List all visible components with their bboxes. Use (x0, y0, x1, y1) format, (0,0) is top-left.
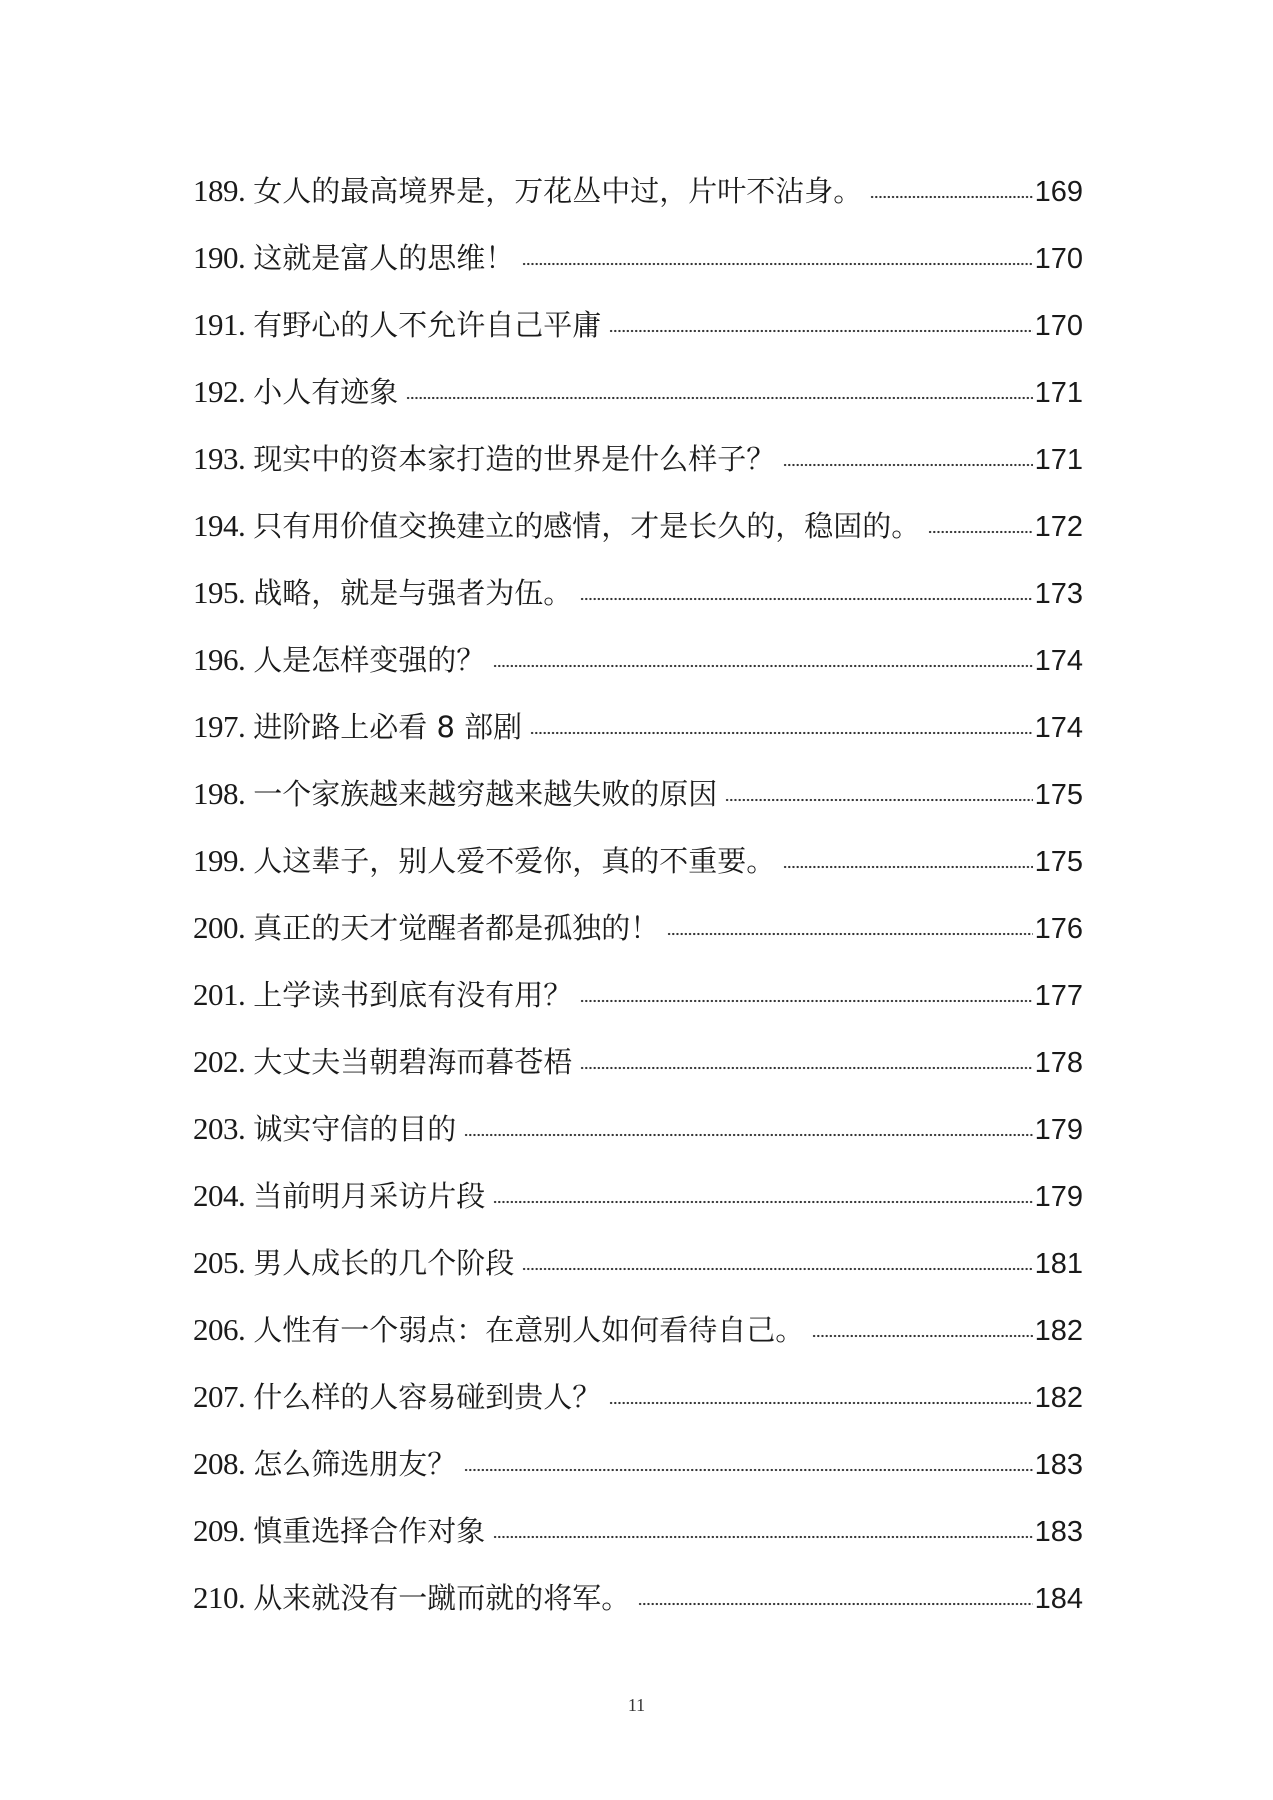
entry-title: 什么样的人容易碰到贵人？ (253, 1380, 602, 1414)
entry-number: 192. (193, 374, 246, 409)
entry-page-number: 170 (1034, 310, 1083, 342)
entry-title: 小人有迹象 (253, 375, 399, 409)
toc-entry[interactable] (193, 1363, 1083, 1430)
entry-title: 人是怎样变强的？ (253, 643, 486, 677)
table-of-contents (193, 157, 1083, 1631)
page-number: 11 (627, 1695, 646, 1715)
dot-leader (493, 1535, 1032, 1539)
toc-entry[interactable] (193, 760, 1083, 827)
entry-number: 197. (193, 709, 246, 744)
entry-title: 慎重选择合作对象 (253, 1514, 486, 1548)
entry-number: 204. (193, 1178, 246, 1213)
entry-page-number: 178 (1034, 1047, 1083, 1079)
entry-page-number: 183 (1034, 1516, 1083, 1548)
entry-number: 195. (193, 575, 246, 610)
dot-leader (464, 1468, 1032, 1472)
entry-page-number: 171 (1034, 444, 1083, 476)
dot-leader (580, 1066, 1032, 1070)
toc-entry[interactable] (193, 827, 1083, 894)
entry-number: 209. (193, 1513, 246, 1548)
toc-entry[interactable] (193, 1497, 1083, 1564)
entry-page-number: 182 (1034, 1315, 1083, 1347)
entry-number: 206. (193, 1312, 246, 1347)
toc-entry[interactable] (193, 291, 1083, 358)
entry-number: 201. (193, 977, 246, 1012)
entry-title: 这就是富人的思维！ (253, 241, 515, 275)
entry-number: 210. (193, 1580, 246, 1615)
dot-leader (609, 1401, 1032, 1405)
entry-title: 从来就没有一蹴而就的将军。 (253, 1581, 631, 1615)
entry-number: 200. (193, 910, 246, 945)
entry-title: 怎么筛选朋友？ (253, 1447, 457, 1481)
dot-leader (580, 597, 1032, 601)
entry-number: 205. (193, 1245, 246, 1280)
entry-page-number: 172 (1034, 511, 1083, 543)
entry-title: 有野心的人不允许自己平庸 (253, 308, 602, 342)
entry-title: 进阶路上必看 8 部剧 (253, 710, 523, 744)
toc-entry[interactable] (193, 1229, 1083, 1296)
dot-leader (725, 798, 1032, 802)
toc-entry[interactable] (193, 559, 1083, 626)
dot-leader (870, 195, 1032, 199)
entry-title: 诚实守信的目的 (253, 1112, 457, 1146)
dot-leader (580, 999, 1032, 1003)
entry-title: 人性有一个弱点：在意别人如何看待自己。 (253, 1313, 805, 1347)
entry-page-number: 173 (1034, 578, 1083, 610)
entry-number: 189. (193, 173, 246, 208)
entry-page-number: 175 (1034, 779, 1083, 811)
entry-page-number: 179 (1034, 1181, 1083, 1213)
entry-page-number: 170 (1034, 243, 1083, 275)
dot-leader (783, 463, 1032, 467)
dot-leader (464, 1133, 1032, 1137)
entry-page-number: 176 (1034, 913, 1083, 945)
toc-entry[interactable] (193, 626, 1083, 693)
entry-number: 194. (193, 508, 246, 543)
toc-entry[interactable] (193, 358, 1083, 425)
toc-entry[interactable] (193, 425, 1083, 492)
toc-entry[interactable] (193, 961, 1083, 1028)
entry-page-number: 184 (1034, 1583, 1083, 1615)
entry-title: 人这辈子，别人爱不爱你，真的不重要。 (253, 844, 776, 878)
entry-number: 190. (193, 240, 246, 275)
dot-leader (522, 262, 1032, 266)
dot-leader (928, 530, 1032, 534)
entry-number: 198. (193, 776, 246, 811)
entry-title: 男人成长的几个阶段 (253, 1246, 515, 1280)
toc-entry[interactable] (193, 157, 1083, 224)
entry-page-number: 183 (1034, 1449, 1083, 1481)
dot-leader (667, 932, 1032, 936)
dot-leader (609, 329, 1032, 333)
entry-title: 一个家族越来越穷越来越失败的原因 (253, 777, 718, 811)
entry-page-number: 174 (1034, 645, 1083, 677)
entry-title: 真正的天才觉醒者都是孤独的！ (253, 911, 660, 945)
entry-page-number: 179 (1034, 1114, 1083, 1146)
dot-leader (493, 1200, 1032, 1204)
entry-page-number: 181 (1034, 1248, 1083, 1280)
toc-entry[interactable] (193, 1296, 1083, 1363)
entry-title: 战略，就是与强者为伍。 (253, 576, 573, 610)
toc-entry[interactable] (193, 1430, 1083, 1497)
entry-title: 上学读书到底有没有用？ (253, 978, 573, 1012)
dot-leader (530, 731, 1032, 735)
toc-entry[interactable] (193, 1564, 1083, 1631)
dot-leader (783, 865, 1032, 869)
toc-entry[interactable] (193, 492, 1083, 559)
toc-entry[interactable] (193, 894, 1083, 961)
toc-entry[interactable] (193, 224, 1083, 291)
entry-page-number: 182 (1034, 1382, 1083, 1414)
entry-number: 203. (193, 1111, 246, 1146)
entry-title: 现实中的资本家打造的世界是什么样子？ (253, 442, 776, 476)
entry-title: 只有用价值交换建立的感情，才是长久的，稳固的。 (253, 509, 921, 543)
toc-entry[interactable] (193, 1028, 1083, 1095)
entry-page-number: 177 (1034, 980, 1083, 1012)
entry-title: 大丈夫当朝碧海而暮苍梧 (253, 1045, 573, 1079)
dot-leader (522, 1267, 1032, 1271)
dot-leader (406, 396, 1032, 400)
dot-leader (493, 664, 1032, 668)
entry-number: 196. (193, 642, 246, 677)
entry-page-number: 175 (1034, 846, 1083, 878)
toc-entry[interactable] (193, 1095, 1083, 1162)
entry-number: 207. (193, 1379, 246, 1414)
entry-title: 当前明月采访片段 (253, 1179, 486, 1213)
entry-title: 女人的最高境界是，万花丛中过，片叶不沾身。 (253, 174, 863, 208)
entry-page-number: 174 (1034, 712, 1083, 744)
entry-number: 191. (193, 307, 246, 342)
toc-entry[interactable] (193, 693, 1083, 760)
dot-leader (638, 1602, 1032, 1606)
toc-entry[interactable] (193, 1162, 1083, 1229)
entry-number: 199. (193, 843, 246, 878)
dot-leader (812, 1334, 1032, 1338)
entry-page-number: 169 (1034, 176, 1083, 208)
entry-number: 193. (193, 441, 246, 476)
entry-page-number: 171 (1034, 377, 1083, 409)
entry-number: 202. (193, 1044, 246, 1079)
entry-number: 208. (193, 1446, 246, 1481)
